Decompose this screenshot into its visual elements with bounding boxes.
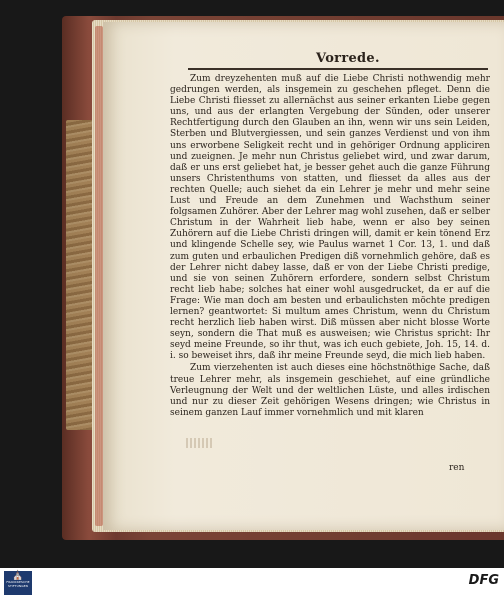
red-page-edge [95, 26, 103, 526]
text-block [170, 74, 490, 420]
franckesche-stiftungen-logo[interactable] [4, 571, 32, 595]
paragraph-14: Zum vierzehenten ist auch dieses eine höchstnöthige Sache, daß treue Lehrer mehr, als insgemein geschiehet, auf eine gründliche Verleugnung der Welt und der weltlichen Lüste, und alles irdischen und nur zu dieser Zeit gehörigen Wesens dringen; wie Christus in seinem ganzen Lauf immer vornehmlich und mit klaren [170, 363, 490, 418]
logo-text: FRANCKESCHE STIFTUNGEN [6, 580, 30, 588]
paragraph-13: Zum dreyzehenten muß auf die Liebe Christi nothwendig mehr gedrungen werden, als insgemein zu geschehen pfleget. Denn die Liebe Christi fliesset zu allernächst aus seiner erkanten Liebe gegen uns, und aus der erlangten Vergebung der Sünden, oder unserer Rechtfertigung durch den Glauben an ihn, wenn wir uns sein Leiden, Sterben und Blutvergiessen, und sein ganzes Verdienst und von ihm uns erworbene Seligkeit recht und in gehöriger Ordnung appliciren und zueignen. Je mehr nun Christus geliebet wird, und zwar darum, daß er uns erst geliebet hat, je besser gehet auch die ganze Führung unsers Christenthums von statten, und fliesset da alles aus der rechten Quelle; auch siehet da ein Lehrer je mehr und mehr seine Lust und Freude an dem Zunehmen und Wachsthum seiner folgsamen Zuhörer. Aber der Lehrer mag wohl zusehen, daß er selber Christum in der Wahrheit lieb habe, wenn er also bey seinen Zuhörern auf die Liebe Christi dringen will, damit er kein tönend Erz und klingende Schelle sey, wie Paulus warnet 1 Cor. 13, 1. und daß zum guten und erbaulichen Predigen diß vornehmlich gehöre, daß es der Lehrer nicht dabey lasse, daß er von der Liebe Christi predige, und sie von seinen Zuhörern erfordere, sondern selbst Christum recht lieb habe; solches hat einer wohl ausgedrucket, da er auf die Frage: Wie man doch am besten und erbaulichsten möchte predigen lernen? geantwortet: Si multum ames Christum, wenn du Christum recht herzlich lieb haben wirst. Diß müssen aber nicht blosse Worte seyn, sondern die That muß es ausweisen; wie Christus spricht: Ihr seyd meine Freunde, so ihr thut, was ich euch gebiete, Joh. 15, 14. d. i. so beweiset ihrs, daß ihr meine Freunde seyd, die mich lieb haben. [170, 74, 490, 362]
catchword: ren [449, 463, 465, 473]
marbled-endpaper [66, 120, 94, 430]
dfg-logo[interactable]: DFG [468, 573, 499, 588]
ink-bleed [186, 438, 212, 448]
viewer-footer [0, 568, 504, 597]
running-header: Vorrede. [316, 51, 380, 66]
foundation-emblem-icon: ⛪ [12, 571, 24, 581]
header-rule [188, 68, 488, 70]
